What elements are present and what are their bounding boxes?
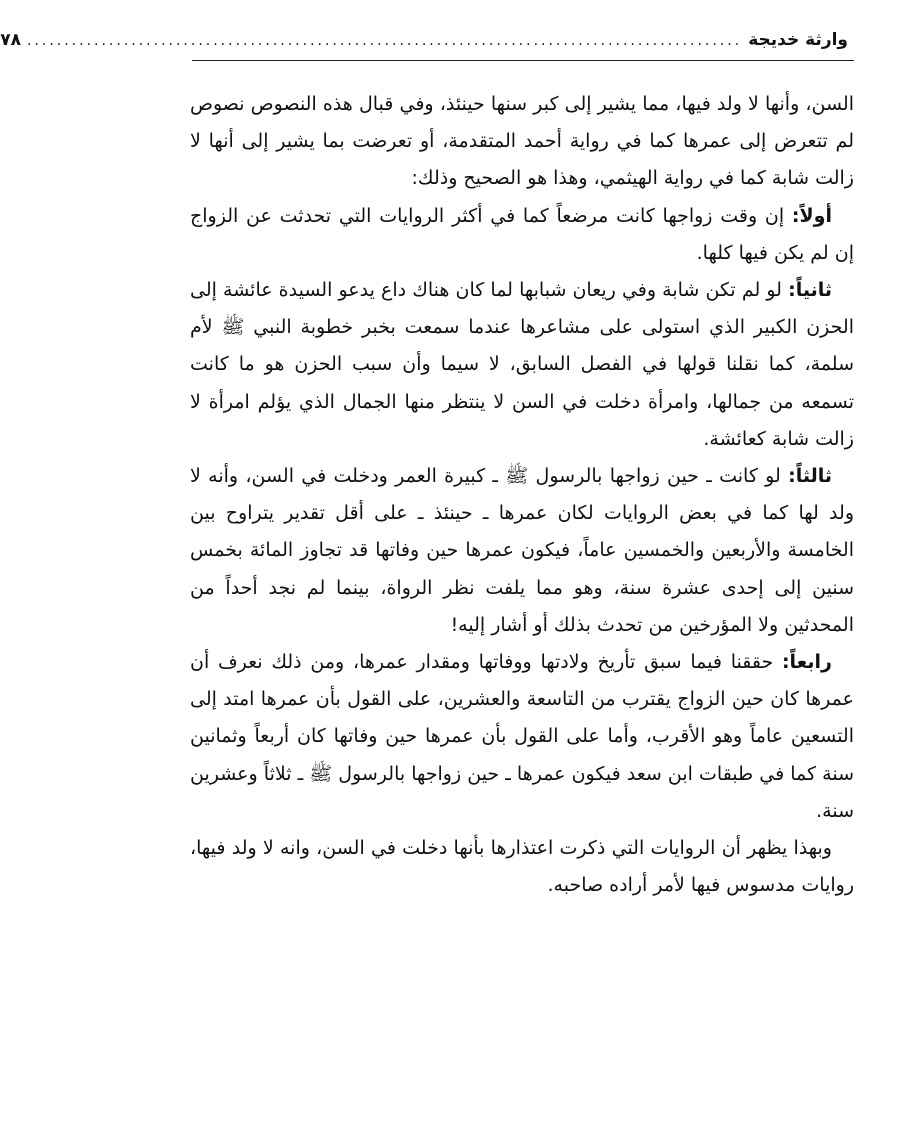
paragraph-text: لو كانت ـ حين زواجها بالرسول ﷺ ـ كبيرة العمر ودخلت في السن، وأنه لا ولد لها كما في بعض الروايات لكان عمرها ـ حينئذ ـ على أقل تقدير يتراوح بين الخامسة والأربعين والخمسين عاماً، فيكون عمرها حين وفاتها قد تجاوز المائة بخمس سنين إلى إحدى عشرة سنة، وهو مما يلفت نظر الرواة، بينما لم نجد أحداً من المحدثين ولا المؤرخين من تحدث بذلك أو أشار إليه! bbox=[190, 465, 854, 636]
paragraph-text: وبهذا يظهر أن الروايات التي ذكرت اعتذارها بأنها دخلت في السن، وانه لا ولد فيها، روايات مدسوس فيها لأمر أراده صاحبه. bbox=[190, 837, 854, 897]
book-title: وارثة خديجة bbox=[748, 30, 848, 50]
paragraph-lead: ثانياً: bbox=[788, 279, 832, 302]
paragraph-text: إن وقت زواجها كانت مرضعاً كما في أكثر الروايات التي تحدثت عن الزواج إن لم يكن فيها كلها. bbox=[190, 204, 854, 264]
paragraph-fourth-point bbox=[190, 644, 854, 830]
running-header bbox=[0, 30, 854, 56]
paragraph-lead: ثالثاً: bbox=[788, 465, 832, 488]
page-number: ٧٨ bbox=[0, 30, 21, 50]
leader-dots: ................................................................................................ bbox=[26, 33, 743, 49]
paragraph-first-point bbox=[190, 198, 854, 272]
paragraph-conclusion bbox=[190, 830, 854, 904]
paragraph-text: حققنا فيما سبق تأريخ ولادتها ووفاتها ومقدار عمرها، ومن ذلك نعرف أن عمرها كان حين الزواج يقترب من التاسعة والعشرين، على القول بأن عمرها امتد إلى التسعين عاماً وهو الأقرب، وأما على القول بأن عمرها حين وفاتها كان أربعاً وثمانين سنة كما في طبقات ابن سعد فيكون عمرها ـ حين زواجها بالرسول ﷺ ـ ثلاثاً وعشرين سنة. bbox=[190, 651, 854, 822]
header-rule bbox=[192, 60, 854, 61]
paragraph-text: السن، وأنها لا ولد فيها، مما يشير إلى كبر سنها حينئذ، وفي قبال هذه النصوص نصوص لم تتعرض إلى عمرها كما في رواية أحمد المتقدمة، أو تعرضت بما يشير إلى أنها لا زالت شابة كما في رواية الهيثمي، وهذا هو الصحيح وذلك: bbox=[190, 93, 854, 190]
paragraph-lead: أولاً: bbox=[791, 204, 832, 227]
body-text bbox=[190, 86, 854, 904]
paragraph-text: لو لم تكن شابة وفي ريعان شبابها لما كان هناك داع يدعو السيدة عائشة إلى الحزن الكبير الذي استولى على مشاعرها عندما سمعت بخبر خطوبة النبي ﷺ لأم سلمة، كما نقلنا قولها في الفصل السابق، لا سيما وأن سبب الحزن هو ما كانت تسمعه من جمالها، وامرأة دخلت في السن لا ينتظر منها الجمال الذي يؤلم امرأة لا زالت شابة كعائشة. bbox=[190, 279, 854, 450]
paragraph-continuation bbox=[190, 86, 854, 198]
paragraph-second-point bbox=[190, 272, 854, 458]
paragraph-lead: رابعاً: bbox=[781, 651, 832, 674]
paragraph-third-point bbox=[190, 458, 854, 644]
